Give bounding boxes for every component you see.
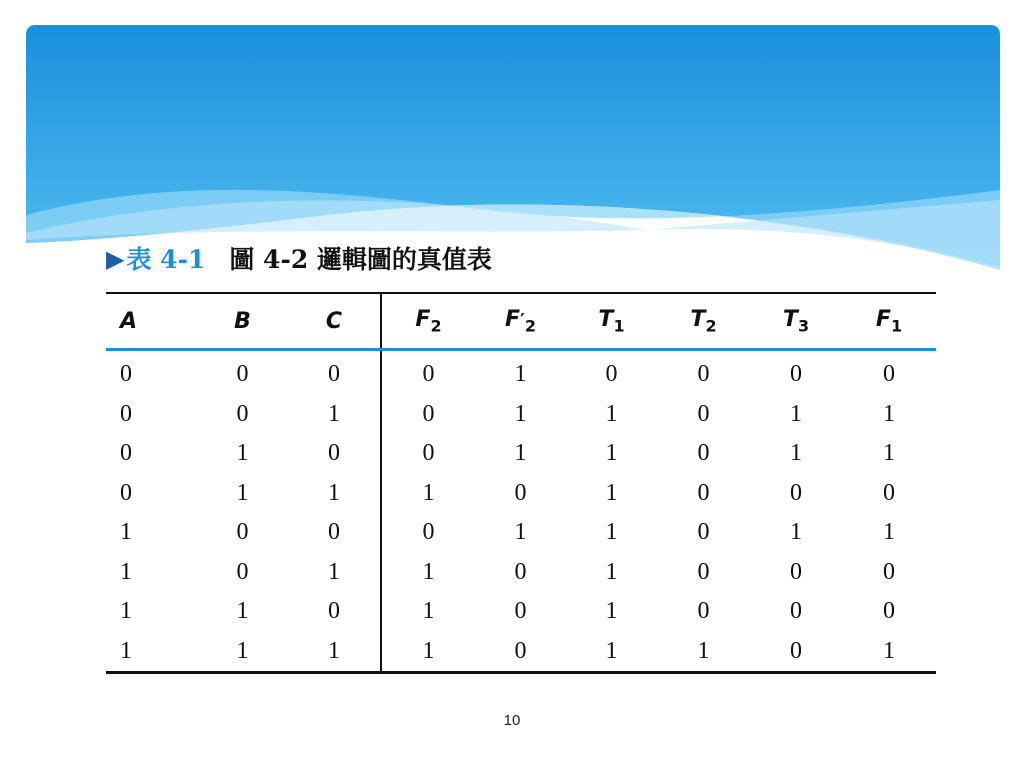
table-cell: 0 <box>514 479 527 506</box>
column-header <box>842 293 936 350</box>
table-cell: 0 <box>288 513 381 553</box>
table-cell: 1 <box>790 400 802 427</box>
table-cell: 0 <box>422 400 435 427</box>
slide-number: 10 <box>503 712 521 729</box>
column-header-variable: C <box>325 308 343 334</box>
table-row <box>106 592 936 632</box>
table-cell: 1 <box>657 632 750 673</box>
table-cell: 0 <box>422 440 435 467</box>
column-header-subscript: 2 <box>430 316 442 336</box>
table-cell: 0 <box>790 598 802 625</box>
table-row <box>106 350 936 395</box>
table-cell: 1 <box>120 558 132 585</box>
table-cell: 1 <box>842 632 936 673</box>
table-cell: 1 <box>790 519 802 546</box>
table-cell: 0 <box>288 434 381 474</box>
table-cell: 1 <box>197 632 288 673</box>
table-cell: 1 <box>236 440 249 467</box>
table-cell: 0 <box>883 361 895 388</box>
table-cell: 0 <box>790 479 802 506</box>
column-header-variable: F <box>875 306 891 332</box>
table-cell: 0 <box>236 519 249 546</box>
table-cell: 0 <box>605 361 618 388</box>
table-cell: 0 <box>120 400 132 427</box>
table-cell: 0 <box>120 361 132 388</box>
table-cell: 1 <box>605 558 618 585</box>
table-cell: 1 <box>514 400 527 427</box>
table-cell: 1 <box>605 440 618 467</box>
column-header <box>288 293 381 350</box>
table-cell: 0 <box>236 361 249 388</box>
table-cell: 1 <box>288 474 381 514</box>
table-cell: 0 <box>697 400 710 427</box>
table-cell: 0 <box>422 519 435 546</box>
column-header-variable: F <box>505 306 521 332</box>
table-cell: 1 <box>514 361 527 388</box>
table-cell: 1 <box>514 440 527 467</box>
table-row <box>106 553 936 593</box>
column-header-subscript: 3 <box>797 316 810 336</box>
column-header-variable: B <box>234 308 251 334</box>
table-body <box>106 350 936 673</box>
table-cell: 1 <box>883 519 895 546</box>
table-cell: 1 <box>120 519 132 546</box>
table-cell: 0 <box>883 558 895 585</box>
column-header <box>197 293 288 350</box>
truth-table <box>106 292 936 674</box>
column-header <box>750 293 842 350</box>
table-cell: 0 <box>697 558 710 585</box>
table-cell: 0 <box>514 558 527 585</box>
column-header <box>566 293 657 350</box>
table-cell: 1 <box>120 598 132 625</box>
table-cell: 1 <box>514 519 527 546</box>
table-row <box>106 513 936 553</box>
table-cell: 0 <box>790 558 802 585</box>
column-header-variable: T <box>598 306 614 332</box>
table-cell: 1 <box>422 558 435 585</box>
column-header-subscript: 2 <box>705 316 717 336</box>
table-row <box>106 434 936 474</box>
column-header-variable: T <box>690 306 706 332</box>
column-header <box>381 293 475 350</box>
table-cell: 1 <box>605 479 618 506</box>
table-cell: 0 <box>120 479 132 506</box>
table-cell: 1 <box>605 400 618 427</box>
table-cell: 1 <box>605 519 618 546</box>
table-cell: 0 <box>120 440 132 467</box>
table-cell: 0 <box>514 598 527 625</box>
table-cell: 0 <box>790 361 802 388</box>
table-cell: 1 <box>605 598 618 625</box>
table-cell: 0 <box>697 598 710 625</box>
table-cell: 0 <box>750 632 842 673</box>
column-header-subscript: 1 <box>613 316 625 336</box>
table-cell: 1 <box>422 479 435 506</box>
table-cell: 1 <box>288 632 381 673</box>
table-cell: 0 <box>883 598 895 625</box>
caption-title: 圖 4-2 邏輯圖的真值表 <box>229 245 492 274</box>
table-caption <box>106 238 492 278</box>
table-row <box>106 632 936 673</box>
table-cell: 1 <box>883 440 895 467</box>
table-cell: 1 <box>288 553 381 593</box>
table-cell: 1 <box>566 632 657 673</box>
table-cell: 1 <box>236 479 249 506</box>
table-cell: 0 <box>422 361 435 388</box>
header-row <box>106 293 936 350</box>
table-cell: 0 <box>697 479 710 506</box>
table-cell: 0 <box>236 400 249 427</box>
table-cell: 1 <box>106 632 197 673</box>
column-header <box>657 293 750 350</box>
table-cell: 1 <box>381 632 475 673</box>
column-header <box>106 293 197 350</box>
table-row <box>106 474 936 514</box>
column-header-variable: T <box>782 306 798 332</box>
table-cell: 0 <box>475 632 566 673</box>
table-cell: 1 <box>236 598 249 625</box>
column-header-prime: ′ <box>520 309 525 331</box>
table-cell: 1 <box>422 598 435 625</box>
table-cell: 1 <box>288 395 381 435</box>
table-cell: 0 <box>288 350 381 395</box>
table-cell: 0 <box>236 558 249 585</box>
table-cell: 0 <box>697 519 710 546</box>
table-cell: 0 <box>697 440 710 467</box>
column-header-variable: A <box>120 308 138 334</box>
table-cell: 1 <box>883 400 895 427</box>
table-cell: 0 <box>697 361 710 388</box>
column-header-subscript: 1 <box>890 316 903 336</box>
column-header <box>475 293 566 350</box>
column-header-variable: F <box>415 306 431 332</box>
column-header-subscript: 2 <box>524 316 536 336</box>
caption-arrow-icon: ▶ <box>106 243 125 273</box>
table-cell: 0 <box>883 479 895 506</box>
table-row <box>106 395 936 435</box>
table-cell: 0 <box>288 592 381 632</box>
table-number: 表 4-1 <box>126 245 206 274</box>
table-cell: 1 <box>790 440 802 467</box>
